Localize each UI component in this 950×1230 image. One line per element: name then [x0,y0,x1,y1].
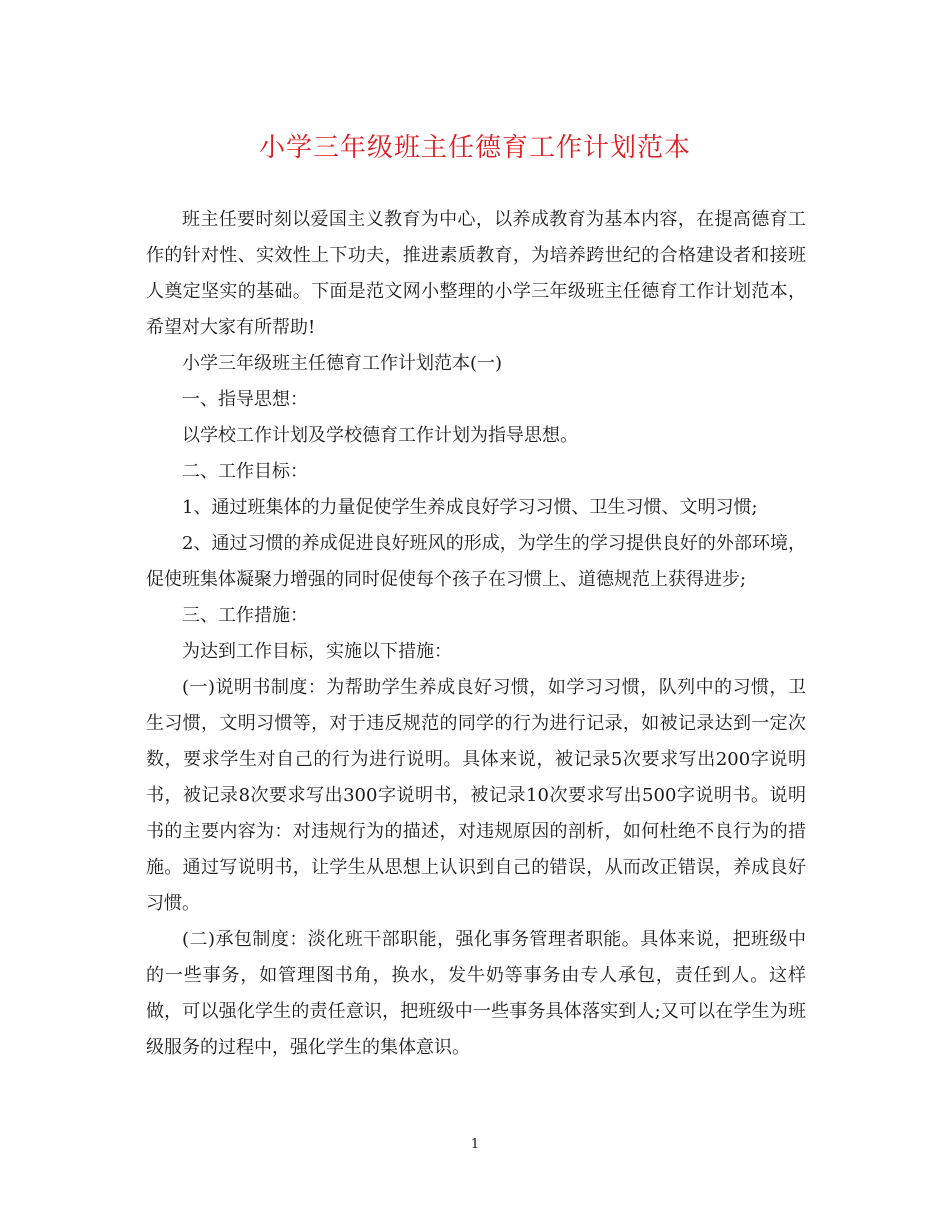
paragraph: 1、通过班集体的力量促使学生养成良好学习习惯、卫生习惯、文明习惯; [182,497,758,518]
page-number: 1 [470,1137,480,1152]
subheading-work-measures: 三、工作措施： [182,605,308,626]
section-heading: 小学三年级班主任德育工作计划范本(一) [182,353,503,374]
document-title: 小学三年级班主任德育工作计划范本 [258,133,691,163]
document-body [146,202,806,1066]
paragraph: (一)说明书制度：为帮助学生养成良好习惯，如学习习惯，队列中的习惯，卫生习惯，文明习惯等，对于违反规范的同学的行为进行记录，如被记录达到一定次数，要求学生对自己的行为进行说明。具体来说，被记录5次要求写出200字说明书，被记录8次要求写出300字说明书，被记录10次要求写出500字说明书。说明书的主要内容为：对违规行为的描述，对违规原因的剖析，如何杜绝不良行为的措施。通过写说明书，让学生从思想上认识到自己的错误，从而改正错误，养成良好习惯。 [146,677,806,914]
paragraph: 2、通过习惯的养成促进良好班风的形成，为学生的学习提供良好的外部环境，促使班集体凝聚力增强的同时促使每个孩子在习惯上、道德规范上获得进步; [146,533,806,590]
subheading-guiding-thought: 一、指导思想： [182,389,308,410]
paragraph: (二)承包制度：淡化班干部职能，强化事务管理者职能。具体来说，把班级中的一些事务，如管理图书角，换水，发牛奶等事务由专人承包，责任到人。这样做，可以强化学生的责任意识，把班级中一些事务具体落实到人;又可以在学生为班级服务的过程中，强化学生的集体意识。 [146,929,806,1058]
paragraph: 以学校工作计划及学校德育工作计划为指导思想。 [182,425,578,446]
intro-paragraph: 班主任要时刻以爱国主义教育为中心，以养成教育为基本内容，在提高德育工作的针对性、实效性上下功夫，推进素质教育，为培养跨世纪的合格建设者和接班人奠定坚实的基础。下面是范文网小整理的小学三年级班主任德育工作计划范本，希望对大家有所帮助! [146,209,806,338]
subheading-work-goals: 二、工作目标： [182,461,308,482]
paragraph: 为达到工作目标，实施以下措施： [182,641,452,662]
